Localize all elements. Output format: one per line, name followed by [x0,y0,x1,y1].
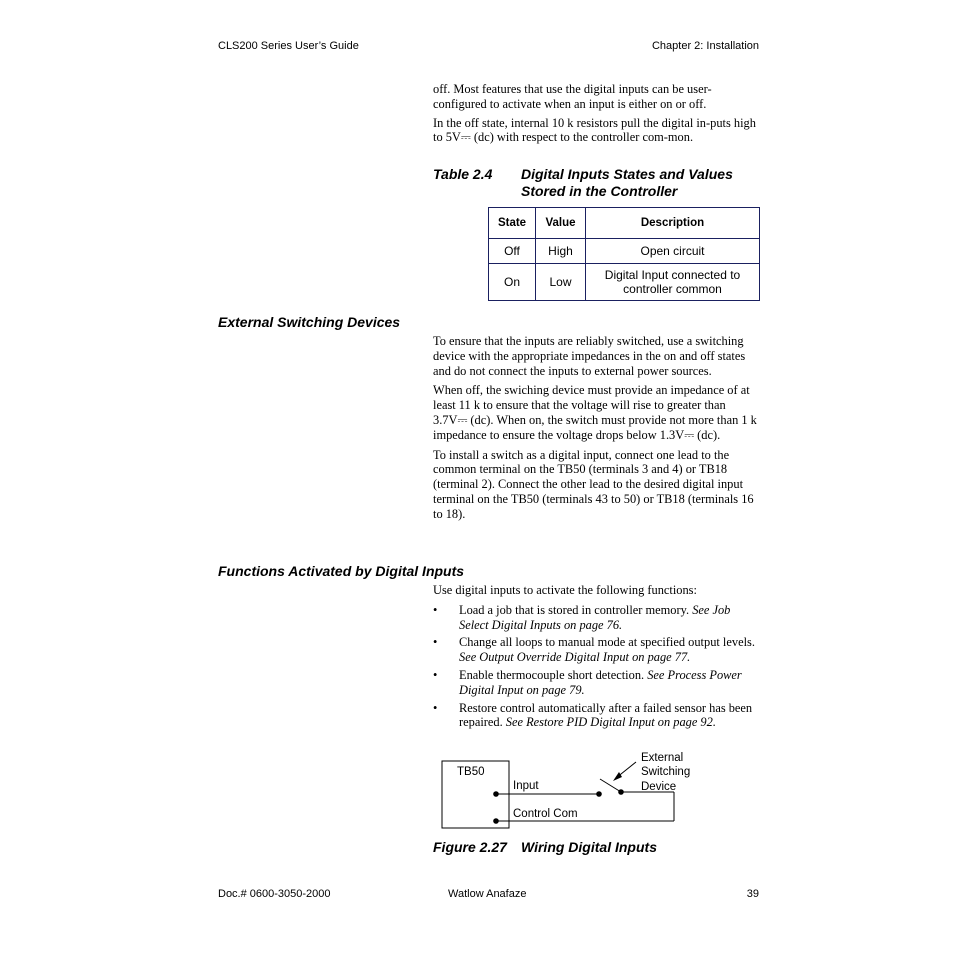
control-com-label: Control Com [513,808,578,820]
table-header-description: Description [586,208,760,239]
intro-text [433,82,760,145]
device-label-line3: Device [641,781,677,793]
switch-contact-dot [596,791,602,797]
cross-reference-link[interactable]: See Restore PID Digital Input on page 92. [505,715,716,730]
running-header-title: CLS200 Series User’s Guide [218,40,359,52]
section2-text [433,583,760,733]
wiring-diagram [430,745,710,835]
list-item-text: Enable thermocouple short detection. [459,667,648,682]
table-row [489,264,760,301]
table-header-state: State [489,208,536,239]
section1-paragraph-2 [433,383,760,442]
footer-doc-number: Doc.# 0600-3050-2000 [218,888,331,900]
table-caption-number: Table 2.4 [433,166,493,182]
list-item [433,603,760,633]
table-cell-description: Open circuit [586,239,760,264]
page-number: 39 [746,888,759,900]
section1-p2-part-a: When off, the swiching device must provide an impedance of at least 11 k to ensure that the voltage will rise to greater than 3.7V [433,383,750,427]
section-heading-functions: Functions Activated by Digital Inputs [218,563,465,579]
list-item [433,635,760,665]
table-cell-state: Off [489,239,536,264]
list-item-text: Restore control automatically after a failed sensor has been repaired. [459,700,753,730]
dc-symbol-icon: ⎓ [460,130,471,145]
section-heading-external-switching: External Switching Devices [218,314,401,330]
section1-text [433,334,760,522]
table-cell-value: Low [536,264,586,301]
table-header-row [489,208,760,239]
intro-p2-part-b: (dc) with respect to the controller com-mon. [470,130,694,145]
dc-symbol-icon: ⎓ [457,412,468,427]
dc-symbol-icon: ⎓ [684,427,695,442]
footer-company: Watlow Anafaze [448,888,527,900]
table-header-value: Value [536,208,586,239]
intro-paragraph-2 [433,116,760,146]
digital-inputs-table [488,207,760,301]
bullet-icon: • [433,635,438,650]
device-label-line2: Switching [641,766,691,778]
device-label-line1: External [641,752,684,764]
list-item [433,668,760,698]
bullet-icon: • [433,667,438,682]
figure-caption-title: Wiring Digital Inputs [521,839,657,855]
section2-intro: Use digital inputs to activate the following functions: [433,583,697,597]
intro-paragraph-1: off. Most features that use the digital inputs can be user-configured to activate when an input is either on or off. [433,82,712,111]
section1-p2-part-b: (dc). When on, the switch must provide not more than 1 k impedance to ensure the voltage drops below 1.3V [433,412,757,442]
input-label: Input [513,780,539,792]
table-row [489,239,760,264]
switch-blade [600,779,621,792]
tb50-label: TB50 [457,766,485,778]
table-cell-description: Digital Input connected to controller common [586,264,760,301]
list-item-text: Change all loops to manual mode at specified output levels. [459,635,755,650]
table-cell-state: On [489,264,536,301]
table-caption-title-line2: Stored in the Controller [521,183,678,199]
running-header-chapter: Chapter 2: Installation [651,40,759,52]
list-item-text: Load a job that is stored in controller memory. [459,602,693,617]
cross-reference-link[interactable]: See Output Override Digital Input on page 77. [459,650,691,665]
function-list [433,603,760,730]
figure-caption-number: Figure 2.27 [433,839,507,855]
table-caption-title-line1: Digital Inputs States and Values [521,166,733,182]
section1-paragraph-3: To install a switch as a digital input, connect one lead to the common terminal on the TB50 (terminals 3 and 4) or TB18 (terminal 2). Connect the other lead to the desired digital input terminal on the TB50 (terminals 43 to 50) or TB18 (terminals 16 to 18). [433,447,754,521]
device-pointer-arrowhead-icon [613,772,622,781]
bullet-icon: • [433,602,438,617]
intro-p2-part-a: In the off state, internal 10 k resistors pull the digital in-puts high to 5V [433,115,756,145]
cross-reference-link[interactable]: See Process Power Digital Input on page 79. [459,667,742,697]
table-cell-value: High [536,239,586,264]
cross-reference-link[interactable]: See Job Select Digital Inputs on page 76. [459,602,731,632]
section1-p2-part-c: (dc). [694,427,721,442]
list-item [433,701,760,731]
section1-paragraph-1: To ensure that the inputs are reliably switched, use a switching device with the appropriate impedances in the on and off states and do not connect the inputs to external power sources. [433,334,746,378]
bullet-icon: • [433,700,438,715]
